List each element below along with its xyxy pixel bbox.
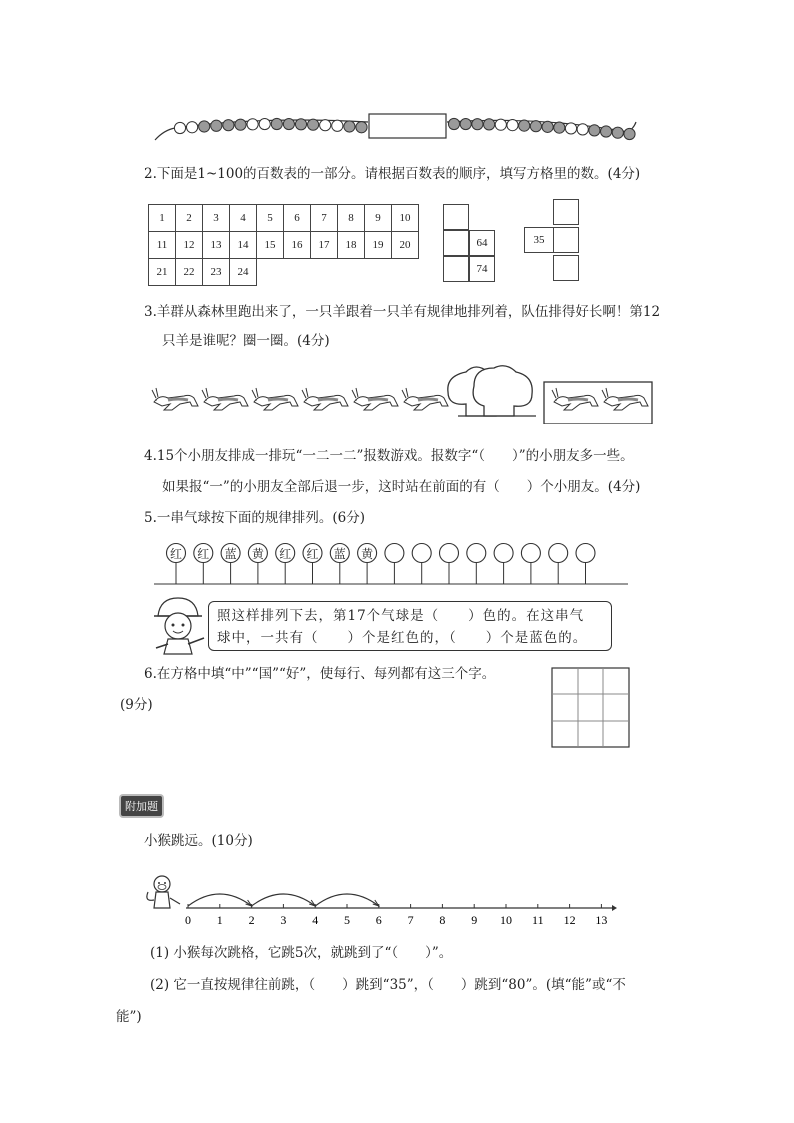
balloon [521,544,540,563]
q6-line2: (9分) [120,697,153,713]
fragB-blank-1[interactable] [553,199,579,225]
bead [320,120,331,131]
goat-icon [402,388,448,410]
bead [589,125,600,136]
bead [484,119,495,130]
q2-text: 2.下面是1~100的百数表的一部分。请根据百数表的顺序，填写方格里的数。(4分) [144,166,641,182]
bead [187,122,198,133]
boy-cartoon-icon [148,594,208,658]
balloon-label: 红 [197,547,210,561]
balloon-label: 蓝 [333,547,346,561]
balloon-label: 黄 [251,547,264,561]
balloon [576,544,595,563]
bead [235,119,246,130]
bead [259,118,270,129]
speech-bubble [208,601,612,651]
hundred-cell: 7 [311,205,338,232]
number-label: 11 [532,913,544,927]
hundred-cell: 23 [203,259,230,286]
bead [519,120,530,131]
balloon-row [150,540,630,590]
hundred-cell: 24 [230,259,257,286]
hundred-cell: 17 [311,232,338,259]
number-label: 12 [563,913,576,927]
balloon-label: 黄 [361,547,374,561]
bead [295,119,306,130]
fragA-blank-3[interactable] [443,256,469,282]
bead [612,127,623,138]
bead [174,122,185,133]
balloon [385,544,404,563]
balloon [440,544,459,563]
bead [308,119,319,130]
number-label: 1 [216,913,223,927]
goat-icon [352,388,398,410]
balloon [467,544,486,563]
bead [460,118,471,129]
monkey-icon [147,876,180,908]
hundred-cell: 10 [392,205,419,232]
q4-line2: 如果报“一”的小朋友全部后退一步，这时站在前面的有（ ）个小朋友。(4分) [162,479,641,495]
bonus-q2: (2) 它一直按规律往前跳，（ ）跳到“35”，（ ）跳到“80”。(填“能”或“不 [150,977,626,993]
sheep-row [148,362,658,424]
balloon [412,544,431,563]
hundred-cell: 13 [203,232,230,259]
fragB-blank-2[interactable] [553,227,579,253]
number-label: 3 [280,913,287,927]
hundred-cell: 3 [203,205,230,232]
bead [211,120,222,131]
fragA-cell-64: 64 [469,230,495,256]
hundred-cell: 14 [230,232,257,259]
number-label: 0 [185,913,191,927]
q6-grid[interactable] [551,667,631,749]
q3-line2: 只羊是谁呢？圈一圈。(4分) [162,333,330,349]
hundred-table-fragment [148,204,419,286]
bonus-q2b: 能”) [116,1009,142,1025]
bead [199,121,210,132]
bead [565,123,576,134]
goat-icon [252,388,298,410]
bead [223,120,234,131]
hundred-cell: 4 [230,205,257,232]
speech-line1: 照这样排列下去，第17个气球是（ ）色的。在这串气 [217,608,585,624]
hundred-cell: 1 [149,205,176,232]
fragA-blank-1[interactable] [443,204,469,230]
hundred-cell: 20 [392,232,419,259]
q3-line1: 3.羊群从森林里跑出来了，一只羊跟着一只羊有规律地排列着，队伍排得好长啊！第12 [144,304,661,320]
bead [472,119,483,130]
bead [507,120,518,131]
bonus-badge: 附加题 [121,796,162,816]
hundred-cell: 21 [149,259,176,286]
hundred-cell: 11 [149,232,176,259]
hundred-cell: 18 [338,232,365,259]
bonus-title: 小猴跳远。(10分) [144,833,253,849]
number-label: 6 [375,913,382,927]
balloon-label: 蓝 [224,547,237,561]
bead [448,118,459,129]
bead [247,119,258,130]
fragB-blank-3[interactable] [553,255,579,281]
goat-icon [152,388,198,410]
balloon-label: 红 [306,547,319,561]
bead [271,118,282,129]
bead [601,126,612,137]
speech-line2: 球中，一共有（ ）个是红色的，（ ）个是蓝色的。 [217,630,588,646]
bead-blank-box[interactable] [369,114,446,138]
hundred-cell: 6 [284,205,311,232]
number-line [140,868,630,932]
forest-trees-icon [448,366,536,416]
hundred-cell: 12 [176,232,203,259]
goat-icon [302,388,348,410]
number-label: 9 [471,913,478,927]
number-label: 10 [500,913,512,927]
fragA-cell-74: 74 [469,256,495,282]
hundred-cell: 15 [257,232,284,259]
q6-line1: 6.在方格中填“中”“国”“好”，使每行、每列都有这三个字。 [144,666,496,682]
number-label: 4 [312,913,319,927]
hundred-cell: 16 [284,232,311,259]
bead [554,122,565,133]
number-label: 8 [439,913,446,927]
number-label: 7 [407,913,414,927]
q5-text: 5.一串气球按下面的规律排列。(6分) [144,510,366,526]
goat-icon [202,388,248,410]
bead [624,128,635,139]
fragB-cell-35: 35 [524,227,554,253]
number-label: 5 [344,913,350,927]
balloon-label: 红 [169,547,183,561]
balloon [494,544,513,563]
hundred-cell: 8 [338,205,365,232]
bead [577,124,588,135]
number-label: 2 [248,913,255,927]
bead [495,119,506,130]
hundred-cell: 19 [365,232,392,259]
bonus-q1: (1) 小猴每次跳格，它跳5次，就跳到了“（ ）”。 [150,945,453,961]
bead [530,121,541,132]
bead [542,121,553,132]
balloon [549,544,568,563]
fragA-blank-2[interactable] [443,230,469,256]
q4-line1: 4.15个小朋友排成一排玩“一二一二”报数游戏。报数字“（ ）”的小朋友多一些。 [144,448,634,464]
bead [344,121,355,132]
hundred-cell: 22 [176,259,203,286]
bead [332,120,343,131]
hundred-cell: 2 [176,205,203,232]
hundred-cell: 9 [365,205,392,232]
bead-string [150,108,640,152]
hundred-cell: 5 [257,205,284,232]
balloon-label: 红 [279,547,292,561]
bead [283,118,294,129]
bead [356,122,367,133]
number-label: 13 [595,913,608,927]
